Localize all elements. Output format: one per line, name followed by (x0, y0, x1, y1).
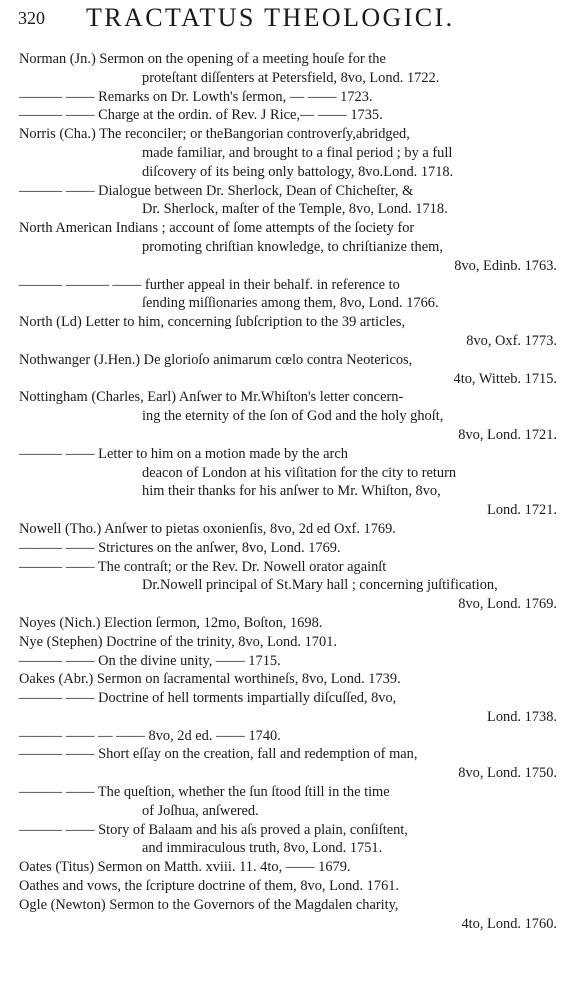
bibliography-list (19, 50, 557, 933)
bibliography-entry (19, 670, 557, 689)
bibliography-entry (19, 633, 557, 652)
entry-line: ſending miſſionaries among them, 8vo, Lond. 1766. (142, 295, 439, 312)
entry-line: Oathes and vows, the ſcripture doctrine of them, 8vo, Lond. 1761. (19, 878, 400, 895)
bibliography-entry (19, 106, 557, 125)
entry-line: Nowell (Tho.) Anſwer to pietas oxonienſis, 8vo, 2d ed Oxf. 1769. (19, 520, 396, 537)
bibliography-entry (19, 539, 557, 558)
entry-line: ing the eternity of the ſon of God and the holy ghoſt, (142, 408, 444, 425)
entry-line: ——— —— Strictures on the anſwer, 8vo, Lond. 1769. (19, 539, 341, 556)
entry-line: 4to, Lond. 1760. (461, 915, 557, 932)
entry-line: proteſtant diſſenters at Petersfield, 8vo, Lond. 1722. (142, 69, 440, 86)
bibliography-entry (19, 445, 557, 520)
entry-line: 8vo, Lond. 1769. (458, 596, 557, 613)
entry-line: diſcovery of its being only battology, 8vo.Lond. 1718. (142, 163, 454, 180)
bibliography-entry (19, 858, 557, 877)
bibliography-entry (19, 877, 557, 896)
entry-line: of Joſhua, anſwered. (142, 802, 259, 819)
bibliography-entry (19, 388, 557, 444)
entry-line: ——— —— Doctrine of hell torments impartially diſcuſſed, 8vo, (19, 690, 397, 707)
bibliography-entry (19, 219, 557, 275)
entry-line: ——— —— Letter to him on a motion made by the arch (19, 445, 348, 462)
entry-line: Noyes (Nich.) Election ſermon, 12mo, Boſton, 1698. (19, 614, 323, 631)
bibliography-entry (19, 558, 557, 614)
entry-line: Nye (Stephen) Doctrine of the trinity, 8vo, Lond. 1701. (19, 633, 337, 650)
entry-line: 8vo, Lond. 1750. (458, 765, 557, 782)
bibliography-entry (19, 182, 557, 220)
bibliography-entry (19, 821, 557, 859)
entry-line: ——— —— On the divine unity, —— 1715. (19, 652, 281, 669)
bibliography-entry (19, 689, 557, 727)
bibliography-entry (19, 727, 557, 746)
bibliography-entry (19, 276, 557, 314)
entry-line: ——— —— Story of Balaam and his aſs proved a plain, conſiſtent, (19, 821, 408, 838)
entry-line: 8vo, Edinb. 1763. (454, 257, 557, 274)
entry-line: promoting chriſtian knowledge, to chriſtianize them, (142, 238, 443, 255)
bibliography-entry (19, 313, 557, 351)
entry-line: Oates (Titus) Sermon on Matth. xviii. 11. 4to, —— 1679. (19, 859, 351, 876)
entry-line: 8vo, Lond. 1721. (458, 426, 557, 443)
entry-line: ——— ——— —— further appeal in their behalf. in reference to (19, 276, 400, 293)
entry-line: Norman (Jn.) Sermon on the opening of a meeting houſe for the (19, 51, 386, 67)
entry-line: ——— —— Dialogue between Dr. Sherlock, Dean of Chicheſter, & (19, 182, 414, 199)
entry-line: Nothwanger (J.Hen.) De glorioſo animarum cœlo contra Neotericos, (19, 351, 413, 368)
bibliography-entry (19, 520, 557, 539)
entry-line: deacon of London at his viſitation for the city to return (142, 464, 457, 481)
bibliography-entry (19, 652, 557, 671)
entry-line: Oakes (Abr.) Sermon on ſacramental worthineſs, 8vo, Lond. 1739. (19, 671, 401, 688)
entry-line: Ogle (Newton) Sermon to the Governors of the Magdalen charity, (19, 896, 399, 913)
entry-line: North (Ld) Letter to him, concerning ſubſcription to the 39 articles, (19, 314, 406, 331)
page-number: 320 (18, 8, 45, 28)
entry-line: Nottingham (Charles, Earl) Anſwer to Mr.Whiſton's letter concern- (19, 389, 404, 406)
entry-line: Dr. Sherlock, maſter of the Temple, 8vo, Lond. 1718. (142, 201, 448, 218)
entry-line: ——— —— The contraſt; or the Rev. Dr. Nowell orator againſt (19, 558, 387, 575)
entry-line: and immiraculous truth, 8vo, Lond. 1751. (142, 840, 383, 857)
entry-line: made familiar, and brought to a final period ; by a full (142, 144, 453, 161)
bibliography-entry (19, 351, 557, 389)
entry-line: ——— —— The queſtion, whether the ſun ſtood ſtill in the time (19, 784, 390, 801)
entry-line: 4to, Witteb. 1715. (453, 370, 557, 387)
entry-line: ——— —— — —— 8vo, 2d ed. —— 1740. (19, 727, 281, 744)
bibliography-entry (19, 125, 557, 181)
entry-line: Lond. 1721. (487, 502, 557, 519)
bibliography-entry (19, 88, 557, 107)
entry-line: Norris (Cha.) The reconciler; or theBangorian controverſy,abridged, (19, 126, 410, 143)
entry-line: Dr.Nowell principal of St.Mary hall ; concerning juſtification, (142, 577, 498, 594)
entry-line: him their thanks for his anſwer to Mr. Whiſton, 8vo, (142, 483, 441, 500)
bibliography-entry (19, 745, 557, 783)
running-title: TRACTATUS THEOLOGICI. (86, 3, 455, 32)
bibliography-entry (19, 896, 557, 934)
bibliography-entry (19, 783, 557, 821)
bibliography-entry (19, 50, 557, 88)
entry-line: Lond. 1738. (487, 708, 557, 725)
bibliography-entry (19, 614, 557, 633)
entry-line: ——— —— Remarks on Dr. Lowth's ſermon, — —— 1723. (19, 88, 373, 105)
entry-line: ——— —— Short eſſay on the creation, fall and redemption of man, (19, 746, 418, 763)
entry-line: North American Indians ; account of ſome attempts of the ſociety for (19, 220, 415, 237)
entry-line: ——— —— Charge at the ordin. of Rev. J Rice,— —— 1735. (19, 107, 383, 124)
entry-line: 8vo, Oxf. 1773. (466, 332, 557, 349)
